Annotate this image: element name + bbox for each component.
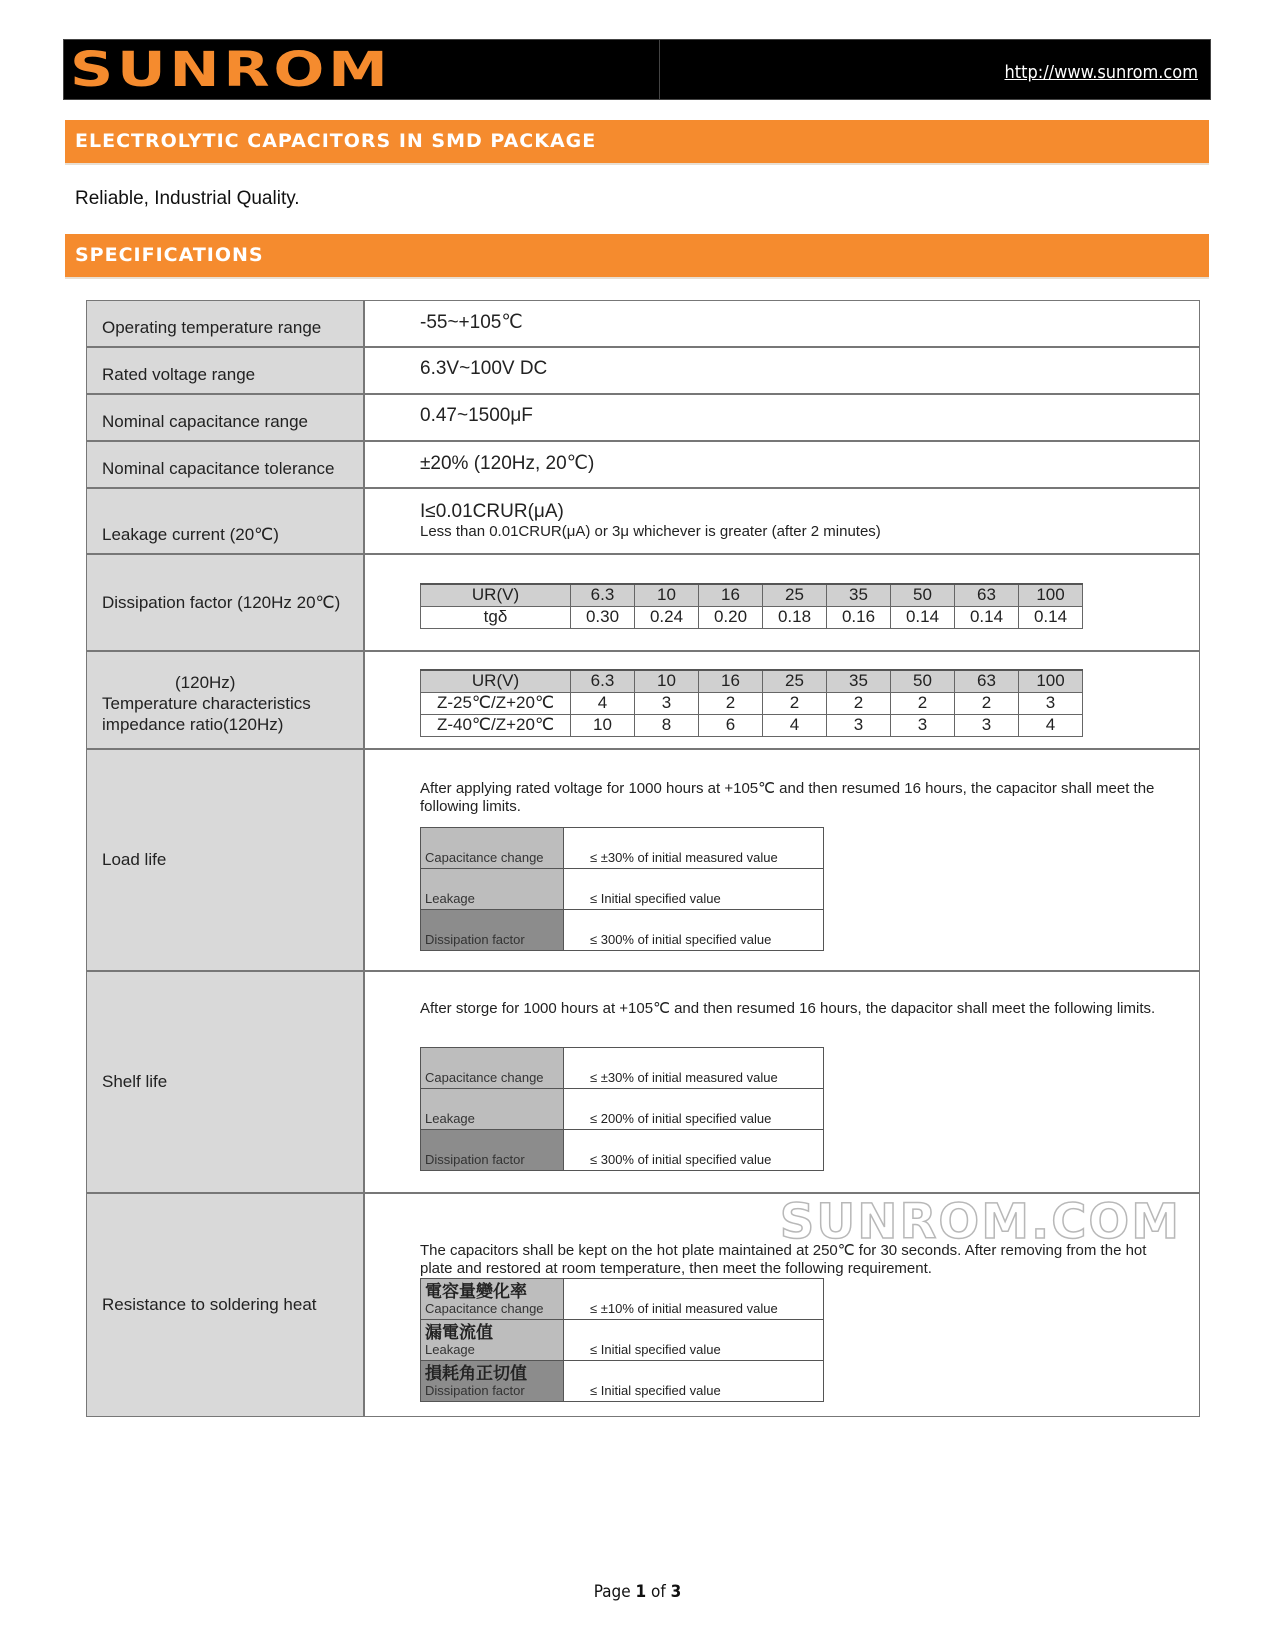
spec-label: Rated voltage range bbox=[102, 365, 256, 384]
page-header bbox=[63, 39, 1211, 100]
header-divider bbox=[659, 40, 660, 99]
spec-label: Shelf life bbox=[102, 1072, 168, 1091]
spec-label: Operating temperature range bbox=[102, 318, 322, 337]
spec-row-nominal-capacitance bbox=[87, 395, 1199, 442]
specifications-band bbox=[65, 234, 1209, 279]
impedance-ratio-table bbox=[420, 669, 1083, 737]
spec-row-soldering-heat bbox=[87, 1194, 1199, 1416]
soldering-heat-limits-table bbox=[420, 1278, 824, 1402]
table-row: Leakage ≤ 200% of initial specified value bbox=[421, 1089, 824, 1130]
spec-value: 6.3V~100V DC bbox=[420, 358, 548, 379]
spec-label: Nominal capacitance tolerance bbox=[102, 459, 335, 478]
table-row: 損耗角正切值 Dissipation factor ≤ Initial specified value bbox=[421, 1361, 824, 1402]
load-life-description: After applying rated voltage for 1000 hours at +105℃ and then resumed 16 hours, the capacitor shall meet the following limits. bbox=[420, 780, 1155, 815]
table-row: Z-40℃/Z+20℃ 10 8 6 4 3 3 3 4 bbox=[421, 714, 1083, 736]
website-link[interactable]: http://www.sunrom.com bbox=[1004, 62, 1198, 83]
shelf-life-limits-table bbox=[420, 1047, 824, 1171]
dissipation-factor-table bbox=[420, 583, 1083, 629]
leakage-note: Less than 0.01CRUR(μA) or 3μ whichever is greater (after 2 minutes) bbox=[420, 523, 881, 540]
title-band bbox=[65, 120, 1209, 165]
spec-label: Leakage current (20℃) bbox=[102, 525, 279, 544]
specifications-table bbox=[86, 300, 1200, 1417]
spec-label: Resistance to soldering heat bbox=[102, 1295, 317, 1314]
spec-row-shelf-life bbox=[87, 972, 1199, 1194]
table-row: Leakage ≤ Initial specified value bbox=[421, 869, 824, 910]
table-row: UR(V) 6.3 10 16 25 35 50 63 100 bbox=[421, 584, 1083, 606]
table-row: 電容量變化率 Capacitance change ≤ ±10% of initial measured value bbox=[421, 1279, 824, 1320]
shelf-life-description: After storge for 1000 hours at +105℃ and then resumed 16 hours, the dapacitor shall meet the following limits. bbox=[420, 1000, 1156, 1017]
total-page-number: 3 bbox=[670, 1582, 682, 1602]
spec-label: Nominal capacitance range bbox=[102, 412, 309, 431]
load-life-limits-table bbox=[420, 827, 824, 951]
table-row: tgδ 0.30 0.24 0.20 0.18 0.16 0.14 0.14 0.14 bbox=[421, 606, 1083, 628]
spec-row-leakage-current bbox=[87, 489, 1199, 555]
spec-row-load-life bbox=[87, 750, 1199, 972]
spec-row-capacitance-tolerance bbox=[87, 442, 1199, 489]
spec-row-dissipation-factor bbox=[87, 555, 1199, 652]
table-row: Z-25℃/Z+20℃ 4 3 2 2 2 2 2 3 bbox=[421, 692, 1083, 714]
soldering-heat-description: The capacitors shall be kept on the hot plate maintained at 250℃ for 30 seconds. After removing from the hot plate and restored at room temperature, then meet the following requirement. bbox=[420, 1242, 1147, 1277]
spec-value: -55~+105℃ bbox=[420, 312, 523, 333]
page-footer: Page 1 of 3 bbox=[593, 1582, 682, 1602]
spec-label: Dissipation factor (120Hz 20℃) bbox=[102, 592, 341, 612]
spec-value: ±20% (120Hz, 20℃) bbox=[420, 453, 595, 474]
table-row: Capacitance change ≤ ±30% of initial measured value bbox=[421, 1048, 824, 1089]
spec-label: (120Hz) Temperature characteristics impedance ratio(120Hz) bbox=[102, 673, 311, 734]
spec-row-temperature-characteristics bbox=[87, 652, 1199, 750]
spec-row-rated-voltage bbox=[87, 348, 1199, 395]
table-row: Dissipation factor ≤ 300% of initial specified value bbox=[421, 910, 824, 951]
current-page-number: 1 bbox=[635, 1582, 647, 1602]
table-row: UR(V) 6.3 10 16 25 35 50 63 100 bbox=[421, 670, 1083, 692]
sunrom-logo: SUNROM bbox=[70, 42, 392, 98]
spec-row-operating-temperature bbox=[87, 301, 1199, 348]
spec-value: 0.47~1500μF bbox=[420, 405, 533, 426]
table-row: Dissipation factor ≤ 300% of initial specified value bbox=[421, 1130, 824, 1171]
document-title: ELECTROLYTIC CAPACITORS IN SMD PACKAGE bbox=[75, 130, 597, 152]
tagline: Reliable, Industrial Quality. bbox=[75, 188, 300, 209]
table-row: Capacitance change ≤ ±30% of initial measured value bbox=[421, 828, 824, 869]
table-row: 漏電流值 Leakage ≤ Initial specified value bbox=[421, 1320, 824, 1361]
spec-label: Load life bbox=[102, 850, 167, 869]
leakage-formula: I≤0.01CRUR(μA) bbox=[420, 501, 564, 522]
specifications-heading: SPECIFICATIONS bbox=[75, 244, 264, 266]
sunrom-watermark: SUNROM.COM bbox=[779, 1194, 1181, 1250]
